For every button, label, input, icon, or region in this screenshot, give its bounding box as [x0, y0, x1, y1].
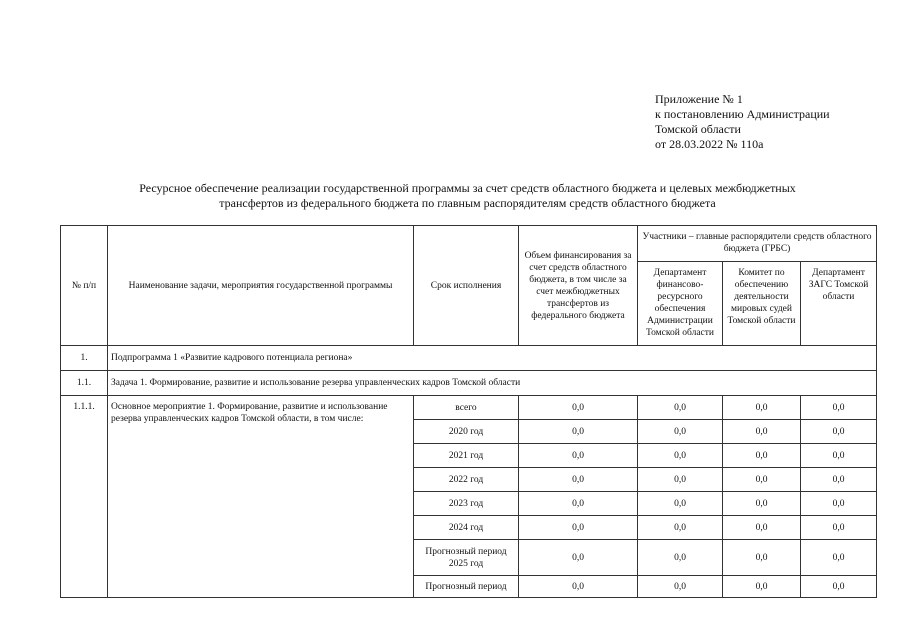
zags-cell: 0,0 [801, 492, 877, 516]
term-cell: 2024 год [414, 516, 519, 540]
committee-cell: 0,0 [723, 492, 801, 516]
row-num: 1.1. [61, 371, 108, 396]
committee-cell: 0,0 [723, 468, 801, 492]
task-text: Задача 1. Формирование, развитие и использование резерва управленческих кадров Томской области [108, 371, 877, 396]
document-title [60, 181, 875, 211]
term-cell: 2020 год [414, 420, 519, 444]
task-row [61, 371, 877, 396]
appendix-line: к постановлению Администрации [655, 107, 830, 121]
header-dept-finance: Департамент финансово-ресурсного обеспечения Администрации Томской области [638, 262, 723, 346]
appendix-block [655, 92, 830, 152]
row-num: 1. [61, 346, 108, 371]
header-zags: Департамент ЗАГС Томской области [801, 262, 877, 346]
header-name: Наименование задачи, мероприятия государственной программы [108, 226, 414, 346]
committee-cell: 0,0 [723, 444, 801, 468]
dept-finance-cell: 0,0 [638, 516, 723, 540]
measure-num: 1.1.1. [61, 396, 108, 598]
zags-cell: 0,0 [801, 396, 877, 420]
volume-cell: 0,0 [519, 516, 638, 540]
volume-cell: 0,0 [519, 468, 638, 492]
zags-cell: 0,0 [801, 516, 877, 540]
zags-cell: 0,0 [801, 576, 877, 598]
zags-cell: 0,0 [801, 420, 877, 444]
header-term: Срок исполнения [414, 226, 519, 346]
zags-cell: 0,0 [801, 468, 877, 492]
term-cell: 2021 год [414, 444, 519, 468]
term-cell: 2022 год [414, 468, 519, 492]
header-row [61, 226, 877, 262]
dept-finance-cell: 0,0 [638, 468, 723, 492]
committee-cell: 0,0 [723, 540, 801, 576]
term-cell: Прогнозный период 2025 год [414, 540, 519, 576]
term-cell: всего [414, 396, 519, 420]
volume-cell: 0,0 [519, 492, 638, 516]
subprogram-row [61, 346, 877, 371]
header-committee: Комитет по обеспечению деятельности мировых судей Томской области [723, 262, 801, 346]
subprogram-text: Подпрограмма 1 «Развитие кадрового потенциала региона» [108, 346, 877, 371]
header-volume: Объем финансирования за счет средств областного бюджета, в том числе за счет межбюджетных трансфертов из федерального бюджета [519, 226, 638, 346]
dept-finance-cell: 0,0 [638, 492, 723, 516]
zags-cell: 0,0 [801, 540, 877, 576]
dept-finance-cell: 0,0 [638, 420, 723, 444]
appendix-line: Приложение № 1 [655, 92, 743, 106]
dept-finance-cell: 0,0 [638, 540, 723, 576]
committee-cell: 0,0 [723, 576, 801, 598]
dept-finance-cell: 0,0 [638, 576, 723, 598]
volume-cell: 0,0 [519, 420, 638, 444]
title-line: Ресурсное обеспечение реализации государственной программы за счет средств областного бюджета и целевых межбюджетных [139, 181, 796, 195]
header-num: № п/п [61, 226, 108, 346]
zags-cell: 0,0 [801, 444, 877, 468]
term-cell: Прогнозный период [414, 576, 519, 598]
resource-table [60, 225, 877, 598]
committee-cell: 0,0 [723, 516, 801, 540]
volume-cell: 0,0 [519, 444, 638, 468]
header-participants: Участники – главные распорядители средств областного бюджета (ГРБС) [638, 226, 877, 262]
dept-finance-cell: 0,0 [638, 444, 723, 468]
committee-cell: 0,0 [723, 396, 801, 420]
dept-finance-cell: 0,0 [638, 396, 723, 420]
appendix-line: от 28.03.2022 № 110а [655, 137, 764, 151]
appendix-line: Томской области [655, 122, 741, 136]
table-row [61, 396, 877, 420]
volume-cell: 0,0 [519, 396, 638, 420]
committee-cell: 0,0 [723, 420, 801, 444]
term-cell: 2023 год [414, 492, 519, 516]
title-line: трансфертов из федерального бюджета по главным распорядителям средств областного бюджета [219, 196, 716, 210]
volume-cell: 0,0 [519, 576, 638, 598]
volume-cell: 0,0 [519, 540, 638, 576]
measure-text: Основное мероприятие 1. Формирование, развитие и использование резерва управленческих кадров Томской области, в том числе: [108, 396, 414, 598]
